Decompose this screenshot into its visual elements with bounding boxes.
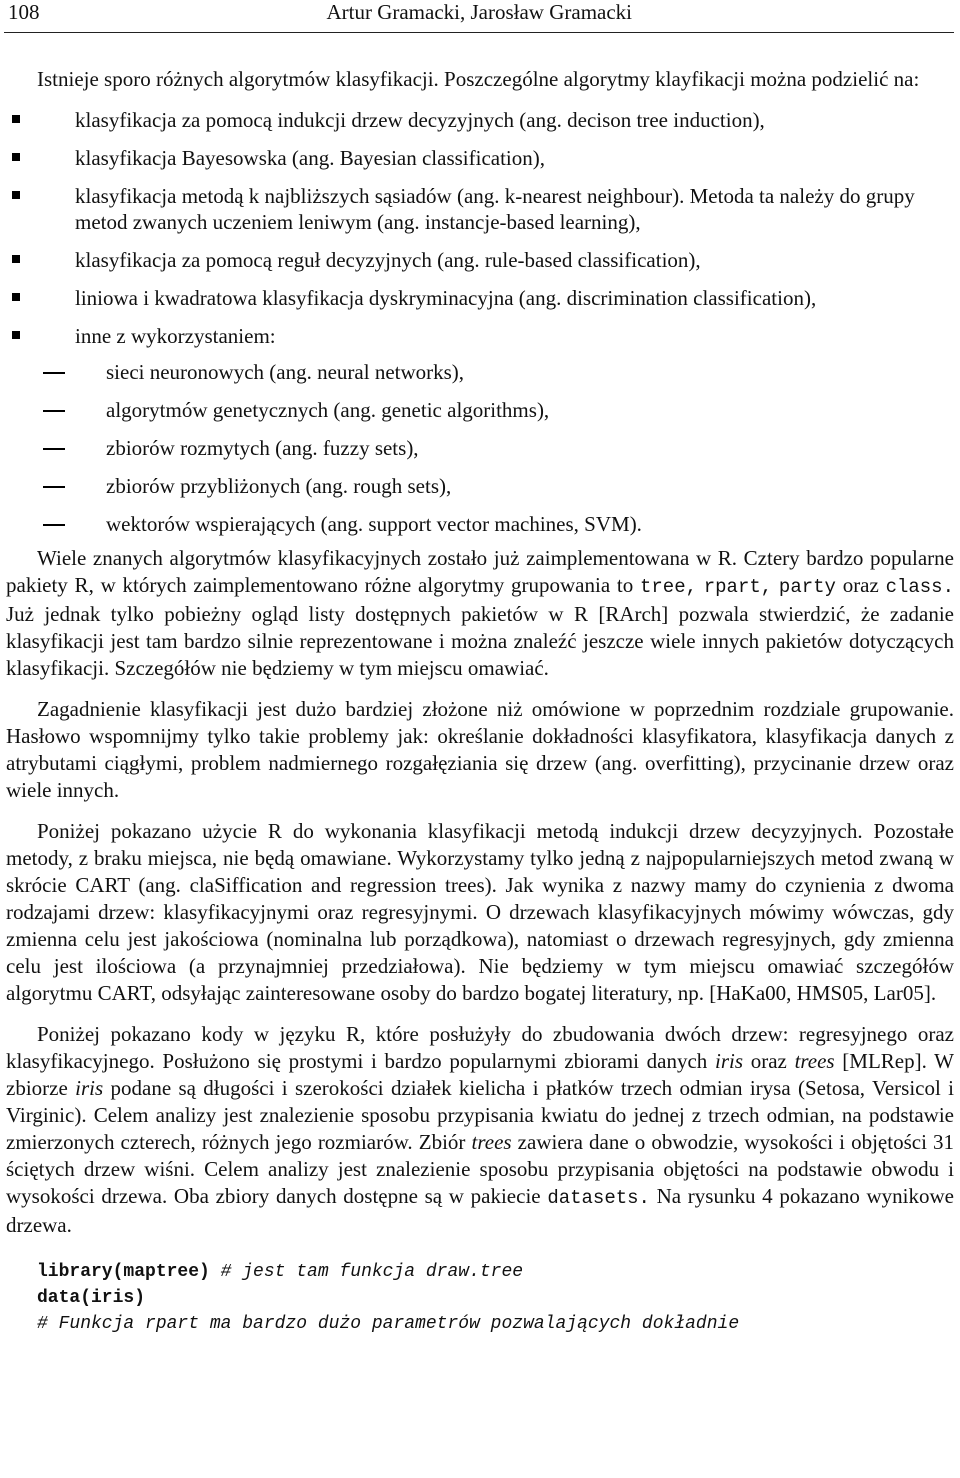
square-bullet-icon — [12, 115, 20, 123]
intro-paragraph: Istnieje sporo różnych algorytmów klasyfikacji. Poszczególne algorytmy klayfikacji można podzielić na: — [37, 67, 920, 91]
sublist-item: sieci neuronowych (ang. neural networks), — [6, 359, 954, 385]
code-statement: library(maptree) — [37, 1262, 210, 1282]
dash-bullet-icon — [43, 410, 65, 412]
sublist-item: zbiorów przybliżonych (ang. rough sets), — [6, 473, 954, 499]
list-item: inne z wykorzystaniem: sieci neuronowych (ang. neural networks), algorytmów genetycznych (ang. genetic algorithms), zbiorów rozmytych (ang. fuzzy sets), zbiorów przybliżonych (ang. rough sets), wektorów wspierających (ang. support vector machines, SVM). — [6, 323, 954, 537]
dataset-name: iris — [75, 1076, 104, 1100]
running-head-authors: Artur Gramacki, Jarosław Gramacki — [326, 0, 632, 24]
square-bullet-icon — [12, 153, 20, 161]
code-comment: # jest tam funkcja draw.tree — [220, 1262, 524, 1282]
page-body — [6, 66, 954, 1337]
list-item: klasyfikacja Bayesowska (ang. Bayesian classification), — [6, 145, 954, 171]
dash-bullet-icon — [43, 524, 65, 526]
list-item: klasyfikacja metodą k najbliższych sąsiadów (ang. k-nearest neighbour). Metoda ta należy do grupy metod zwanych uczeniem leniwym (ang. instancje-based learning), — [6, 183, 954, 235]
square-bullet-icon — [12, 293, 20, 301]
package-name: tree, — [639, 576, 697, 598]
dataset-name: iris — [715, 1049, 744, 1073]
other-methods-sublist — [6, 359, 954, 537]
list-item: liniowa i kwadratowa klasyfikacja dyskryminacyjna (ang. discrimination classification), — [6, 285, 954, 311]
sublist-item: wektorów wspierających (ang. support vector machines, SVM). — [6, 511, 954, 537]
classification-methods-list — [6, 107, 954, 537]
list-item: klasyfikacja za pomocą reguł decyzyjnych (ang. rule-based classification), — [6, 247, 954, 273]
page-number: 108 — [8, 0, 40, 24]
package-name: datasets. — [547, 1187, 650, 1209]
packages-paragraph: Wiele znanych algorytmów klasyfikacyjnych zostało już zaimplementowana w R. Cztery bardzo popularne pakiety R, w których zaimplementowano różne algorytmy grupowania to tree, rpart, party oraz class. Już jednak tylko pobieżny ogląd listy dostępnych pakietów w R [RArch] pozwala stwierdzić, że zadanie klasyfikacji jest tam bardzo silnie reprezentowane i można znaleźć jeszcze wiele innych pakietów dotyczących klasyfikacji. Szczegółów nie będziemy w tym miejscu omawiać. — [6, 546, 954, 680]
page-header — [4, 0, 954, 33]
sublist-item: zbiorów rozmytych (ang. fuzzy sets), — [6, 435, 954, 461]
square-bullet-icon — [12, 255, 20, 263]
cart-paragraph: Poniżej pokazano użycie R do wykonania klasyfikacji metodą indukcji drzew decyzyjnych. Pozostałe metody, z braku miejsca, nie będą omawiane. Wykorzystamy tylko jedną z najpopularniejszych metod zwaną w skrócie CART (ang. claSiffication and regression trees). Jak wynika z nazwy mamy do czynienia z dwoma rodzajami drzew: klasyfikacyjnymi oraz regresyjnymi. O drzewach klasyfikacyjnych mówimy wówczas, gdy zmienna celu jest jakościowa (nominalna lub porządkowa), natomiast o drzewach regresyjnych, gdy zmienna celu jest ilościowa (a przynajmniej przedziałowa). Nie będziemy w tym miejscu omawiać szczegółów algorytmu CART, odsyłając zainteresowane osoby do bardzo bogatej literatury, np. [HaKa00, HMS05, Lar05]. — [6, 819, 954, 1005]
code-listing — [37, 1259, 954, 1337]
dash-bullet-icon — [43, 486, 65, 488]
dash-bullet-icon — [43, 372, 65, 374]
package-name: party — [778, 576, 836, 598]
dataset-name: trees — [794, 1049, 835, 1073]
code-statement: data(iris) — [37, 1288, 146, 1308]
package-name: class. — [885, 576, 954, 598]
complexity-paragraph: Zagadnienie klasyfikacji jest dużo bardziej złożone niż omówione w poprzednim rozdziale grupowanie. Hasłowo wspomnijmy tylko takie problemy jak: określanie dokładności klasyfikatora, klasyfikacja danych z atrybutami ciągłymi, problem nadmiernego rozgałęziania się drzew (ang. overfitting), przycinanie drzew oraz wiele innych. — [6, 697, 954, 802]
square-bullet-icon — [12, 331, 20, 339]
sublist-item: algorytmów genetycznych (ang. genetic algorithms), — [6, 397, 954, 423]
code-comment: # Funkcja rpart ma bardzo dużo parametrów pozwalających dokładnie — [37, 1314, 740, 1334]
package-name: rpart, — [703, 576, 773, 598]
datasets-paragraph: Poniżej pokazano kody w języku R, które posłużyły do zbudowania dwóch drzew: regresyjnego oraz klasyfikacyjnego. Posłużono się prostymi i bardzo popularnymi zbiorami danych iris oraz trees [MLRep]. W zbiorze iris podane są długości i szerokości działek kielicha i płatków trzech odmian irysa (Setosa, Versicol i Virginic). Celem analizy jest znalezienie sposobu przypisania kwiatu do jednej z trzech odmian, na podstawie zmierzonych czterech, różnych jego rozmiarów. Zbiór trees zawiera dane o obwodzie, wysokości i objętości 31 ściętych drzew wiśni. Celem analizy jest znalezienie sposobu przypisania objętości na podstawie obwodu i wysokości drzewa. Oba zbiory danych dostępne są w pakiecie datasets. Na rysunku 4 pokazano wynikowe drzewa. — [6, 1022, 955, 1237]
list-item: klasyfikacja za pomocą indukcji drzew decyzyjnych (ang. decison tree induction), — [6, 107, 954, 133]
dataset-name: trees — [471, 1130, 512, 1154]
square-bullet-icon — [12, 191, 20, 199]
dash-bullet-icon — [43, 448, 65, 450]
